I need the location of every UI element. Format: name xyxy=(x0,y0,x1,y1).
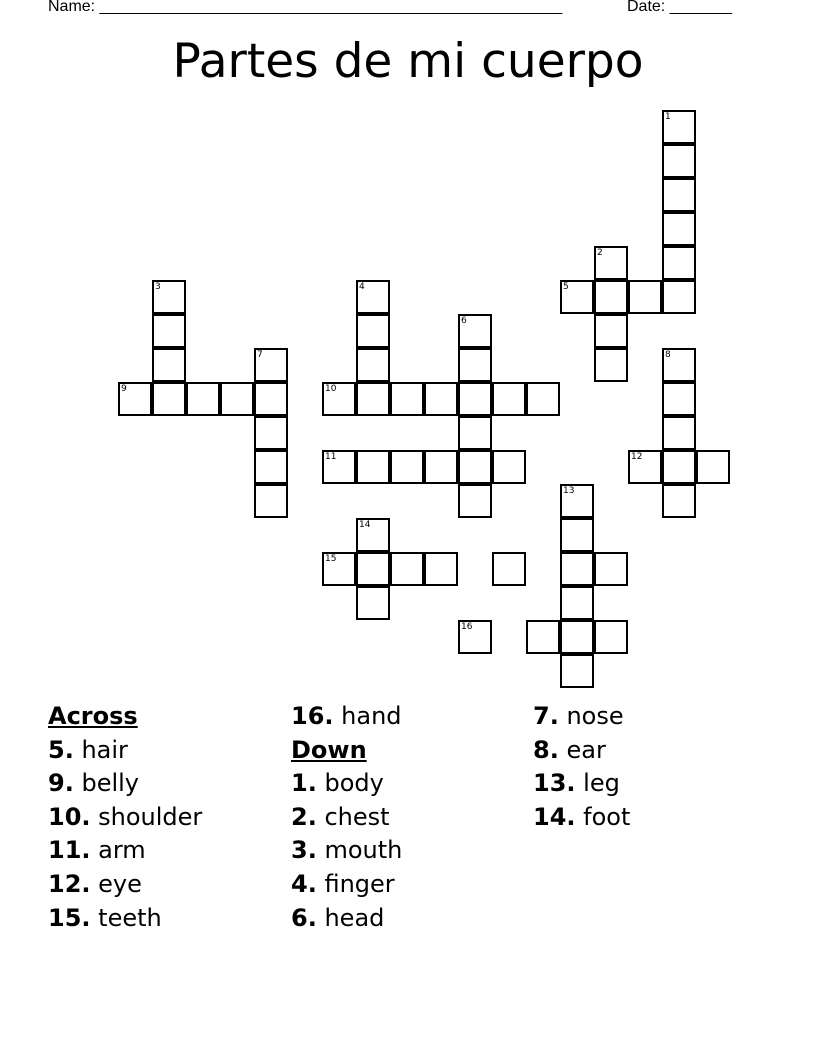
clue-down-13 xyxy=(533,767,630,801)
crossword-cell[interactable] xyxy=(560,654,594,688)
clue-text: nose xyxy=(566,702,624,730)
clue-down-3 xyxy=(291,834,402,868)
crossword-cell[interactable] xyxy=(560,620,594,654)
clue-text: shoulder xyxy=(98,802,203,831)
crossword-cell[interactable] xyxy=(356,382,390,416)
crossword-cell[interactable] xyxy=(594,620,628,654)
clue-across-16 xyxy=(291,700,402,734)
crossword-cell[interactable] xyxy=(424,552,458,586)
crossword-cell[interactable] xyxy=(458,348,492,382)
crossword-cell[interactable] xyxy=(458,484,492,518)
cell-number: 3 xyxy=(155,282,161,292)
crossword-cell[interactable] xyxy=(662,280,696,314)
clue-text: teeth xyxy=(98,903,162,932)
clue-down-14 xyxy=(533,801,630,835)
down-heading: Down xyxy=(291,735,367,764)
clue-number: 14. xyxy=(533,802,576,831)
clue-column-1 xyxy=(48,700,202,935)
crossword-cell[interactable] xyxy=(560,280,594,314)
crossword-cell[interactable] xyxy=(356,450,390,484)
date-field-label: Date: _______ xyxy=(627,0,732,15)
clue-column-2 xyxy=(291,700,402,935)
clue-number: 16. xyxy=(291,702,334,730)
cell-number: 4 xyxy=(359,282,365,292)
crossword-cell[interactable] xyxy=(322,382,356,416)
clue-number: 10. xyxy=(48,802,91,831)
crossword-cell[interactable] xyxy=(526,620,560,654)
clue-text: eye xyxy=(98,869,142,898)
crossword-cell[interactable] xyxy=(458,382,492,416)
clue-text: ear xyxy=(566,735,606,764)
across-heading: Across xyxy=(48,702,138,730)
crossword-cell[interactable] xyxy=(560,484,594,518)
crossword-cell[interactable] xyxy=(662,382,696,416)
clue-text: leg xyxy=(583,769,620,798)
clue-text: arm xyxy=(98,836,146,865)
clue-text: hand xyxy=(341,702,402,730)
crossword-cell[interactable] xyxy=(560,518,594,552)
crossword-cell[interactable] xyxy=(492,382,526,416)
crossword-cell[interactable] xyxy=(492,552,526,586)
crossword-cell[interactable] xyxy=(390,450,424,484)
cell-number: 10 xyxy=(325,384,337,394)
crossword-cell[interactable] xyxy=(356,518,390,552)
cell-number: 14 xyxy=(359,520,371,530)
clue-down-8 xyxy=(533,734,630,768)
crossword-cell[interactable] xyxy=(560,586,594,620)
crossword-cell[interactable] xyxy=(254,484,288,518)
clue-number: 3. xyxy=(291,836,317,865)
crossword-cell[interactable] xyxy=(424,450,458,484)
clue-text: head xyxy=(324,903,385,932)
clue-down-6 xyxy=(291,902,402,936)
crossword-cell[interactable] xyxy=(458,450,492,484)
clue-number: 5. xyxy=(48,735,74,764)
cell-number: 5 xyxy=(563,282,569,292)
crossword-cell[interactable] xyxy=(356,314,390,348)
crossword-cell[interactable] xyxy=(356,348,390,382)
clue-number: 8. xyxy=(533,735,559,764)
crossword-cell[interactable] xyxy=(356,552,390,586)
clue-number: 1. xyxy=(291,769,317,798)
crossword-cell[interactable] xyxy=(594,246,628,280)
clue-column-3 xyxy=(533,700,630,834)
crossword-cell[interactable] xyxy=(322,450,356,484)
clue-text: mouth xyxy=(324,836,403,865)
crossword-cell[interactable] xyxy=(152,382,186,416)
clue-text: chest xyxy=(324,802,390,831)
crossword-cell[interactable] xyxy=(662,484,696,518)
crossword-cell[interactable] xyxy=(118,382,152,416)
crossword-cell[interactable] xyxy=(696,450,730,484)
crossword-cell[interactable] xyxy=(662,348,696,382)
clue-number: 4. xyxy=(291,869,317,898)
crossword-cell[interactable] xyxy=(424,382,458,416)
crossword-cell[interactable] xyxy=(560,552,594,586)
crossword-cell[interactable] xyxy=(526,382,560,416)
clue-number: 11. xyxy=(48,836,91,865)
clue-number: 2. xyxy=(291,802,317,831)
clue-down-7 xyxy=(533,700,630,734)
crossword-cell[interactable] xyxy=(628,450,662,484)
crossword-cell[interactable] xyxy=(390,382,424,416)
clue-across-10 xyxy=(48,801,202,835)
cell-number: 16 xyxy=(461,622,473,632)
clue-text: foot xyxy=(583,802,631,831)
clue-across-12 xyxy=(48,868,202,902)
crossword-cell[interactable] xyxy=(152,314,186,348)
crossword-cell[interactable] xyxy=(594,552,628,586)
cell-number: 6 xyxy=(461,316,467,326)
crossword-cell[interactable] xyxy=(594,314,628,348)
clue-text: body xyxy=(324,769,384,798)
crossword-cell[interactable] xyxy=(186,382,220,416)
clue-across-11 xyxy=(48,834,202,868)
crossword-cell[interactable] xyxy=(662,450,696,484)
clue-down-2 xyxy=(291,801,402,835)
crossword-cell[interactable] xyxy=(254,416,288,450)
clue-across-15 xyxy=(48,902,202,936)
crossword-cell[interactable] xyxy=(492,450,526,484)
crossword-cell[interactable] xyxy=(254,348,288,382)
clue-across-9 xyxy=(48,767,202,801)
cell-number: 15 xyxy=(325,554,337,564)
crossword-cell[interactable] xyxy=(594,348,628,382)
crossword-cell[interactable] xyxy=(662,416,696,450)
clue-number: 9. xyxy=(48,769,74,798)
clue-number: 15. xyxy=(48,903,91,932)
crossword-cell[interactable] xyxy=(662,144,696,178)
crossword-cell[interactable] xyxy=(254,382,288,416)
clue-across-5 xyxy=(48,734,202,768)
crossword-cell[interactable] xyxy=(254,450,288,484)
clue-number: 13. xyxy=(533,769,576,798)
clue-number: 6. xyxy=(291,903,317,932)
crossword-cell[interactable] xyxy=(458,620,492,654)
clue-number: 7. xyxy=(533,702,559,730)
crossword-cell[interactable] xyxy=(220,382,254,416)
page-title: Partes de mi cuerpo xyxy=(172,34,644,89)
cell-number: 13 xyxy=(563,486,575,496)
cell-number: 7 xyxy=(257,350,263,360)
cell-number: 11 xyxy=(325,452,337,462)
crossword-cell[interactable] xyxy=(356,280,390,314)
clue-text: hair xyxy=(81,735,128,764)
crossword-cell[interactable] xyxy=(662,212,696,246)
crossword-cell[interactable] xyxy=(390,552,424,586)
crossword-cell[interactable] xyxy=(458,416,492,450)
crossword-cell[interactable] xyxy=(152,280,186,314)
crossword-cell[interactable] xyxy=(594,280,628,314)
crossword-cell[interactable] xyxy=(662,110,696,144)
crossword-cell[interactable] xyxy=(662,178,696,212)
cell-number: 1 xyxy=(665,112,671,122)
clue-number: 12. xyxy=(48,869,91,898)
crossword-cell[interactable] xyxy=(662,246,696,280)
crossword-cell[interactable] xyxy=(322,552,356,586)
cell-number: 8 xyxy=(665,350,671,360)
cell-number: 2 xyxy=(597,248,603,258)
clue-text: finger xyxy=(324,869,395,898)
clue-text: belly xyxy=(81,769,140,798)
clue-down-4 xyxy=(291,868,402,902)
cell-number: 12 xyxy=(631,452,643,462)
name-field-label: Name: ____________________________________________________ xyxy=(48,0,563,15)
crossword-cell[interactable] xyxy=(356,586,390,620)
crossword-cell[interactable] xyxy=(458,314,492,348)
clue-down-1 xyxy=(291,767,402,801)
crossword-cell[interactable] xyxy=(152,348,186,382)
cell-number: 9 xyxy=(121,384,127,394)
crossword-cell[interactable] xyxy=(628,280,662,314)
